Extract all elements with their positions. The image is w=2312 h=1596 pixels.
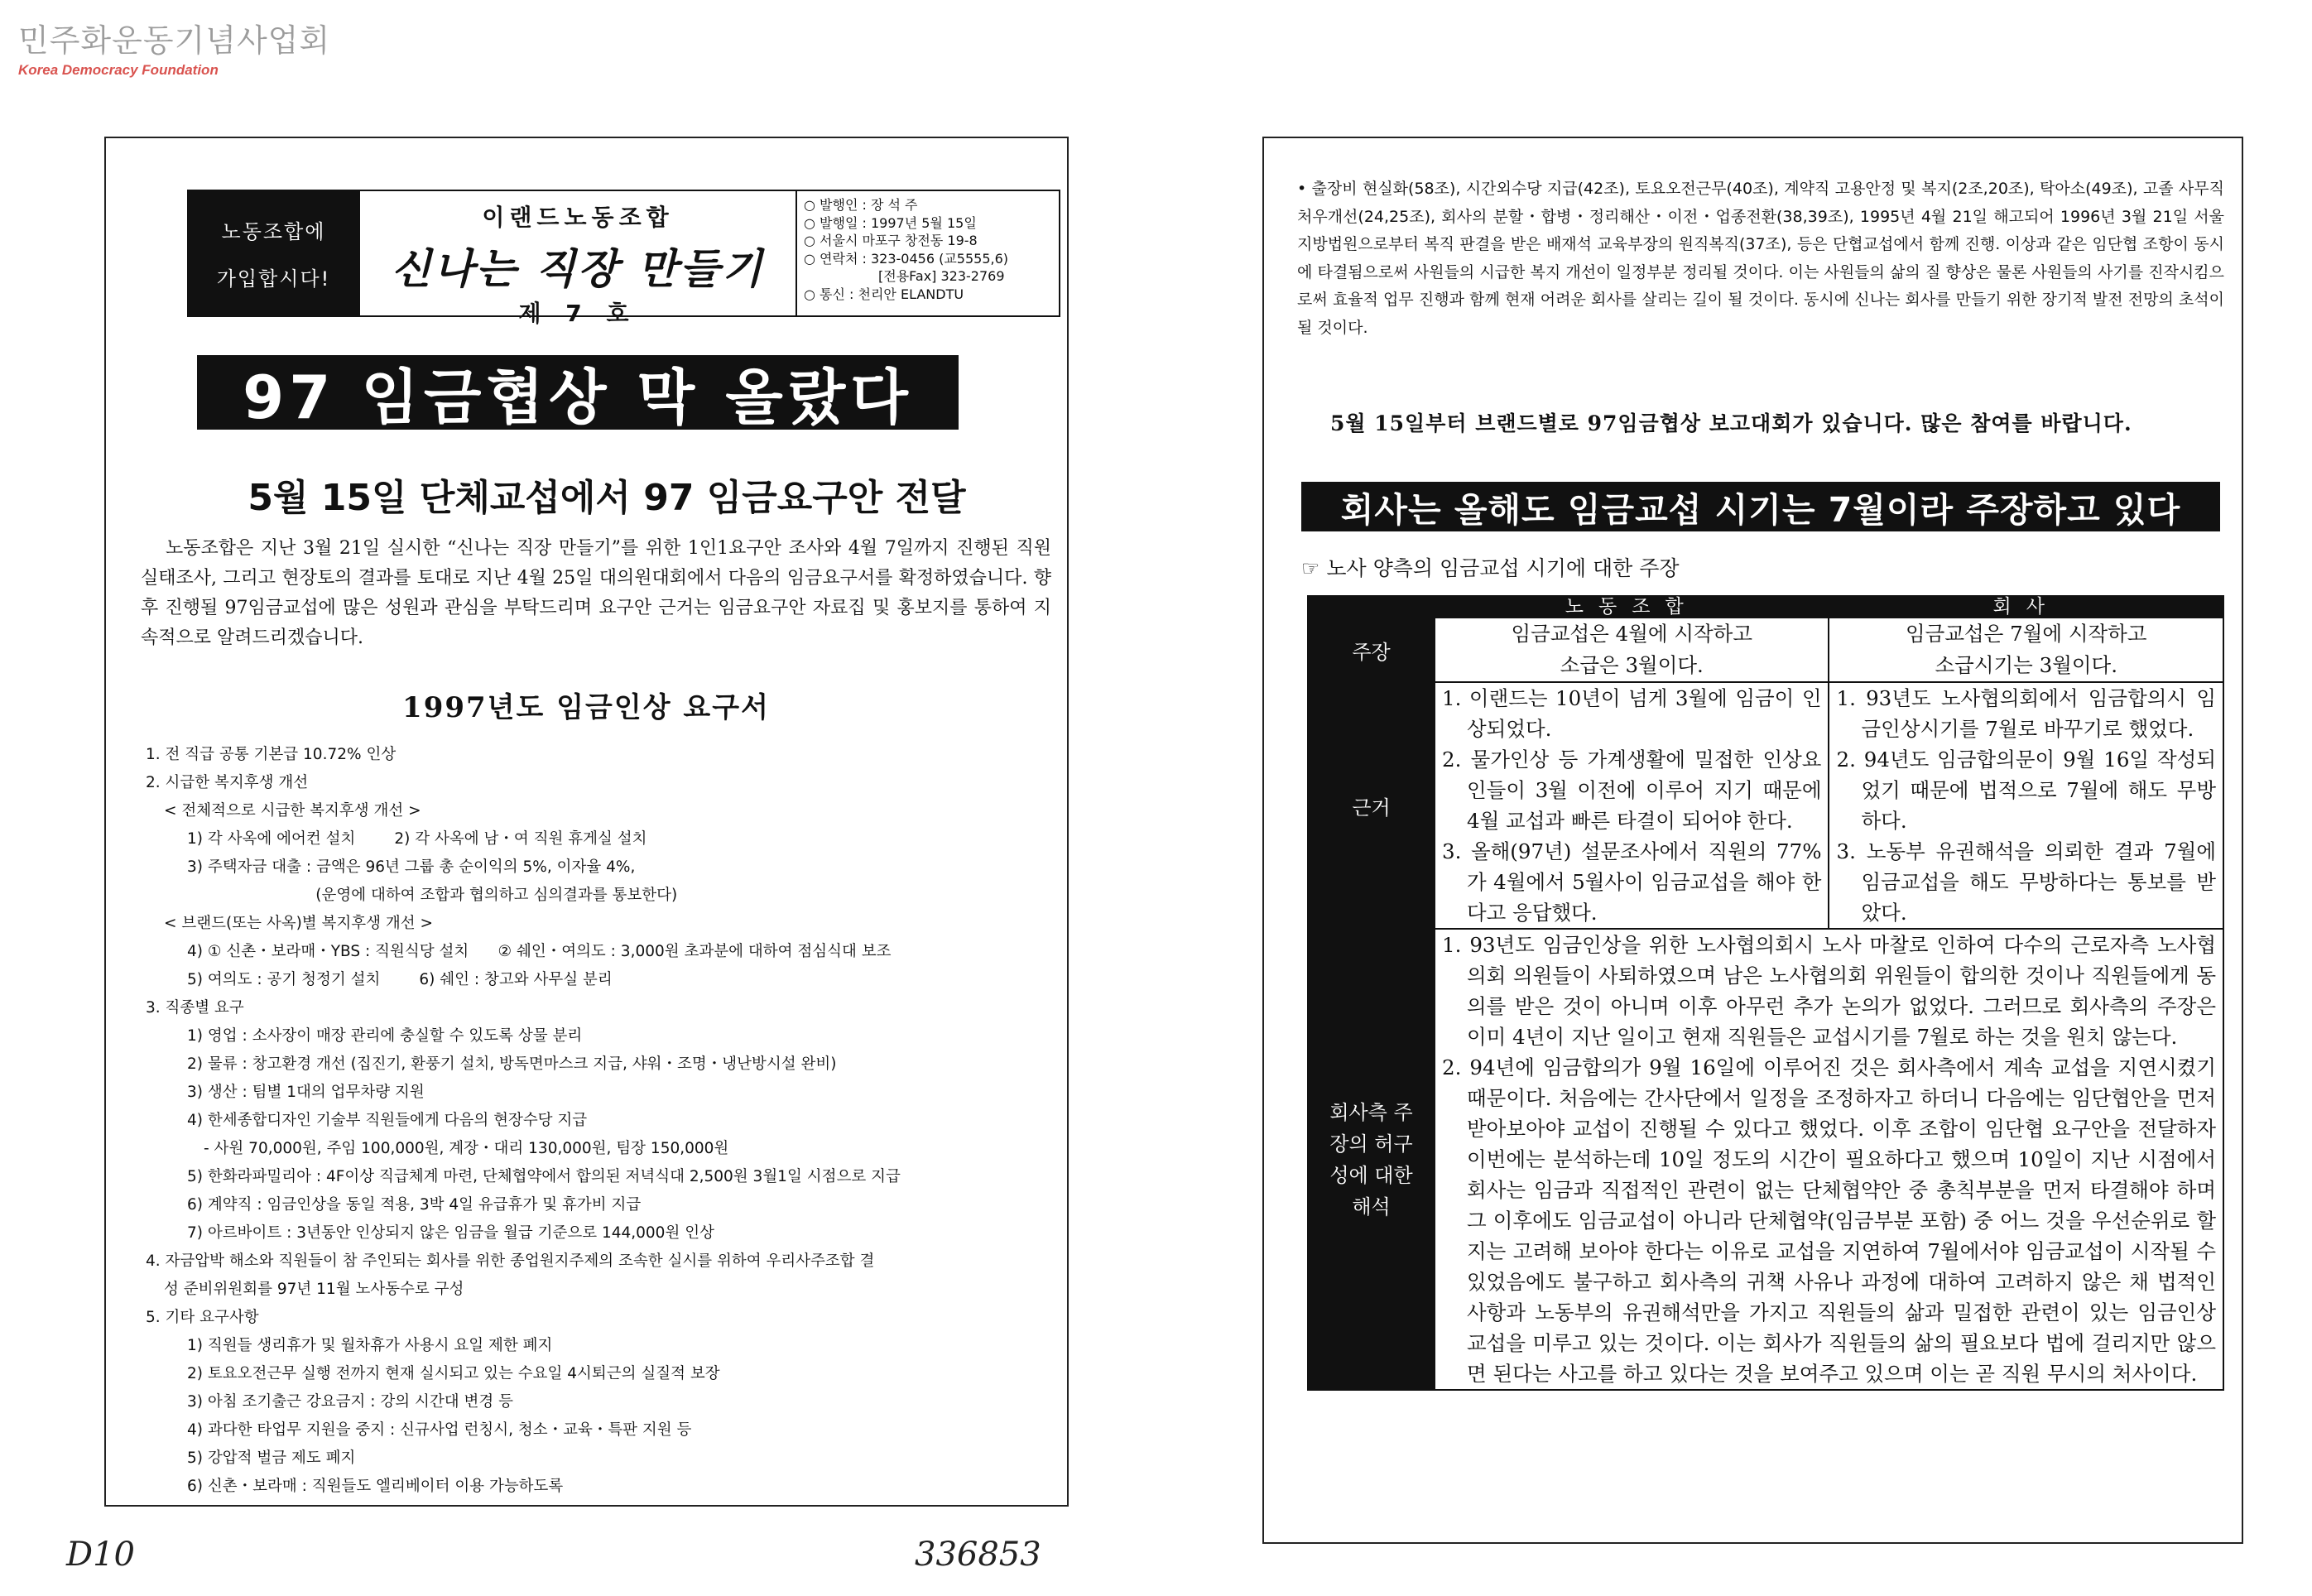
- table-row-interpretation: [1308, 929, 2223, 1390]
- interpretation-cell: [1435, 929, 2223, 1390]
- main-headline: 97 임금협상 막 올랐다: [197, 355, 959, 430]
- request-item: 4) 과다한 타업무 지원을 중지 : 신규사업 런칭시, 청소・교육・특판 지원 등: [187, 1421, 692, 1439]
- interpretation-item: 2. 94년에 임금합의가 9월 16일에 이루어진 것은 회사측에서 계속 교섭을 지연시켰기 때문이다. 처음에는 간사단에서 일정을 조정하자고 하더니 다음에는 임단협안을 먼저 받아보아야 교섭이 진행될 수 있다고 했었다. 이후 조합이 임단협 요구안을 전달하자 이번에는 분석하는데 10일 정도의 시간이 필요하다고 했으며 10일이 지난 시점에서 회사는 임금과 직접적인 관련이 없는 단체협약안 중 총칙부분을 먼저 타결해야 하며 그 이후에도 임금교섭이 아니라 단체협약(임금부분 포함) 중 어느 것을 우선순위로 할 지는 고려해 보아야 한다는 이유로 교섭을 지연하여 7월에서야 임금교섭이 시작될 수 있었음에도 불구하고 회사측의 귀책 사유나 과정에 대하여 고려하지 않은 채 법적인 사항과 노동부의 유권해석만을 가지고 직원들의 삶과 밀접한 관련이 있는 임금인상 교섭을 미루고 있는 것이다. 이는 회사가 직원들의 삶의 필요보다 법에 걸리지만 않으면 된다는 사고를 하고 있다는 것을 보여주고 있으며 이는 곧 직원 무시의 처사이다.: [1442, 1055, 2216, 1386]
- fax: [전용Fax] 323-2769: [878, 268, 1005, 284]
- request-item: < 브랜드(또는 사옥)별 복지후생 개선 >: [164, 915, 434, 932]
- basis-item: 1. 이랜드는 10년이 넘게 3월에 임금이 인상되었다.: [1442, 686, 1822, 741]
- claim-line: 임금교섭은 7월에 시작하고: [1905, 622, 2147, 646]
- intro-paragraph: 노동조합은 지난 3월 21일 실시한 “신나는 직장 만들기”를 위한 1인1요구안 조사와 4월 7일까지 진행된 직원 실태조사, 그리고 현장토의 결과를 토대로 지난 4월 25일 대의원대회에서 다음의 임금요구서를 확정하였습니다. 향후 진행될 97임금교섭에 많은 성원과 관심을 부탁드리며 요구안 근거는 임금요구안 자료집 및 홍보지를 통하여 지속적으로 알려드리겠습니다.: [141, 538, 1051, 648]
- request-item: 성 준비위원회를 97년 11월 노사동수로 구성: [164, 1281, 464, 1298]
- request-item: 4) 한세종합디자인 기술부 직원들에게 다음의 현장수당 지급: [187, 1112, 588, 1129]
- claim-line: 소급시기는 3월이다.: [1935, 653, 2117, 677]
- request-item: 2) 물류 : 창고환경 개선 (집진기, 환풍기 설치, 방독면마스크 지급, 샤워・조명・냉난방시설 완비): [187, 1055, 837, 1073]
- comparison-table: [1307, 595, 2224, 1391]
- basis-item: 2. 물가인상 등 가계생활에 밀접한 인상요인들이 3월 이전에 이루어 지기 때문에 4월 교섭과 빠른 타결이 되어야 한다.: [1442, 748, 1822, 833]
- watermark-korean: 민주화운동기념사업회: [18, 22, 331, 59]
- request-item: 3) 생산 : 팀별 1대의 업무차량 지원: [187, 1084, 425, 1101]
- interpretation-item: 1. 93년도 임금인상을 위한 노사협의회시 노사 마찰로 인하여 다수의 근로자측 노사협의회 의원들이 사퇴하였으며 남은 노사협의회 위원들이 합의한 것이나 직원들에게 동의를 받은 것이 아니며 이후 아무런 추가 논의가 없었다. 그러므로 회사측의 주장은 이미 4년이 지난 일이고 현재 직원들은 교섭시기를 7월로 하는 것을 원치 않는다.: [1442, 933, 2216, 1049]
- request-item: 3. 직종별 요구: [146, 999, 244, 1017]
- request-item: < 전체적으로 시급한 복지후생 개선 >: [164, 802, 421, 820]
- right-page: [1262, 137, 2243, 1544]
- request-item: 5) 한화라파밀리아 : 4F이상 직급체계 마련, 단체협약에서 합의된 저녁식대 2,500원 3월1일 시점으로 지급: [187, 1168, 901, 1185]
- request-item: 5. 기타 요구사항: [146, 1309, 259, 1326]
- request-item: 3) 주택자금 대출 : 금액은 96년 그룹 총 순이익의 5%, 이자율 4%,: [187, 858, 636, 876]
- header-company: 회사: [1829, 596, 2223, 618]
- request-item: 1) 각 사옥에 에어컨 설치 2) 각 사옥에 남・여 직원 휴게실 설치: [187, 830, 647, 848]
- claim-line: 소급은 3월이다.: [1560, 653, 1704, 677]
- left-page: [104, 137, 1069, 1507]
- request-item: 2) 토요오전근무 실행 전까지 현재 실시되고 있는 수요일 4시퇴근의 실질적 보장: [187, 1365, 720, 1382]
- subheadline: 5월 15일 단체교섭에서 97 임금요구안 전달: [248, 477, 966, 519]
- publisher: ○ 발행인 : 장 석 주: [804, 197, 918, 213]
- claim-union: [1435, 618, 1829, 682]
- header-blank: [1308, 596, 1435, 618]
- handwritten-mark: D10: [66, 1536, 135, 1574]
- request-item: 1) 직원들 생리휴가 및 월차휴가 사용시 요일 제한 폐지: [187, 1337, 553, 1354]
- basis-item: 3. 노동부 유권해석을 의뢰한 결과 7월에 임금교섭을 해도 무방하다는 통보를 받았다.: [1836, 839, 2216, 925]
- section-headline: 회사는 올해도 임금교섭 시기는 7월이라 주장하고 있다: [1301, 482, 2220, 531]
- basis-company: [1829, 682, 2223, 929]
- report-meeting-notice: 5월 15일부터 브랜드별로 97임금협상 보고대회가 있습니다. 많은 참여를 바랍니다.: [1330, 411, 2132, 435]
- union-name: 이랜드노동조합: [482, 204, 674, 231]
- row-label-claim: 주장: [1308, 618, 1435, 682]
- header-union: 노동조합: [1435, 596, 1829, 618]
- request-item: 4) ① 신촌・보라매・YBS : 직원식당 설치 ② 쉐인・여의도 : 3,000원 초과분에 대하여 점심식대 보조: [187, 943, 892, 960]
- phone: ○ 연락처 : 323-0456 (교5555,6): [804, 250, 1009, 267]
- request-document-title: 1997년도 임금인상 요구서: [402, 691, 770, 724]
- slogan-line: 가입합시다!: [216, 267, 331, 291]
- masthead-title: [360, 191, 797, 327]
- request-item: - 사원 70,000원, 주임 100,000원, 계장・대리 130,000원, 팀장 150,000원: [204, 1140, 729, 1157]
- issue-number: 제 7 호: [518, 300, 637, 327]
- slogan-line: 노동조합에: [221, 220, 326, 243]
- request-item: (운영에 대하여 조합과 협의하고 심의결과를 통보한다): [204, 887, 678, 904]
- table-header-row: [1308, 596, 2223, 618]
- basis-item: 2. 94년도 임금합의문이 9월 16일 작성되었기 때문에 법적으로 7월에 해도 무방하다.: [1836, 748, 2216, 833]
- request-item: 5) 강압적 벌금 제도 폐지: [187, 1449, 356, 1467]
- publish-date: ○ 발행일 : 1997년 5월 15일: [804, 214, 977, 231]
- row-label-interpretation: 회사측 주장의 허구성에 대한 해석: [1308, 929, 1435, 1390]
- request-item: 2. 시급한 복지후생 개선: [146, 774, 309, 791]
- request-item: 6) 신촌・보라매 : 직원들도 엘리베이터 이용 가능하도록: [187, 1478, 564, 1495]
- request-item: 4. 자금압박 해소와 직원들이 참 주인되는 회사를 위한 종업원지주제의 조속한 실시를 위하여 우리사주조합 결: [146, 1252, 875, 1270]
- request-item: 1) 영업 : 소사장이 매장 관리에 충실할 수 있도록 상물 분리: [187, 1027, 583, 1045]
- basis-union: [1435, 682, 1829, 929]
- claim-company: [1829, 618, 2223, 682]
- masthead: [187, 190, 1060, 327]
- continued-paragraph: • 출장비 현실화(58조), 시간외수당 지급(42조), 토요오전근무(40조), 계약직 고용안정 및 복지(2조,20조), 탁아소(49조), 고졸 사무직 처우개선(24,25조), 회사의 분할・합병・정리해산・이전・업종전환(38,39조), 1995년 4월 21일 해고되어 1996년 3월 21일 서울 지방법원으로부터 복직 판결을 받은 배재석 교육부장의 원직복직(37조), 등은 단협교섭에서 함께 진행. 이상과 같은 임단협 조항이 동시에 타결됨으로써 사원들의 시급한 복지 개선이 일정부분 정리될 것이다. 이는 사원들의 삶의 질 향상은 물론 사원들의 사기를 진작시킴으로써 효율적 업무 진행과 함께 현재 어려운 회사를 살리는 길이 될 것이다. 동시에 신나는 회사를 만들기 위한 장기적 발전 전망의 초석이 될 것이다.: [1297, 180, 2224, 337]
- online-id: ○ 통신 : 천리안 ELANDTU: [804, 286, 964, 302]
- table-caption: ☞ 노사 양측의 임금교섭 시기에 대한 주장: [1301, 556, 1680, 580]
- basis-item: 1. 93년도 노사협의회에서 임금합의시 임금인상시기를 7월로 바꾸기로 했었다.: [1836, 686, 2216, 741]
- request-list: [146, 741, 1065, 1501]
- request-item: 1. 전 직급 공통 기본급 10.72% 인상: [146, 746, 397, 763]
- request-item: 7) 아르바이트 : 3년동안 인상되지 않은 임금을 월급 기준으로 144,000원 인상: [187, 1224, 714, 1242]
- handwritten-number: 336853: [915, 1536, 1041, 1574]
- address: ○ 서울시 마포구 창전동 19-8: [804, 233, 978, 248]
- row-label-basis: 근거: [1308, 682, 1435, 929]
- watermark: [18, 15, 330, 79]
- claim-line: 임금교섭은 4월에 시작하고: [1511, 622, 1752, 646]
- table-row-claim: [1308, 618, 2223, 682]
- newsletter-name: 신나는 직장 만들기: [391, 244, 765, 293]
- request-item: 3) 아침 조기출근 강요금지 : 강의 시간대 변경 등: [187, 1393, 513, 1411]
- masthead-slogan: [189, 191, 360, 315]
- masthead-info: [797, 191, 1059, 315]
- basis-item: 3. 올해(97년) 설문조사에서 직원의 77%가 4월에서 5월사이 임금교섭을 해야 한다고 응답했다.: [1442, 839, 1822, 925]
- request-item: 6) 계약직 : 임금인상을 동일 적용, 3박 4일 유급휴가 및 휴가비 지급: [187, 1196, 642, 1214]
- watermark-english: Korea Democracy Foundation: [18, 62, 219, 78]
- table-row-basis: [1308, 682, 2223, 929]
- request-item: 5) 여의도 : 공기 청정기 설치 6) 쉐인 : 창고와 사무실 분리: [187, 971, 613, 988]
